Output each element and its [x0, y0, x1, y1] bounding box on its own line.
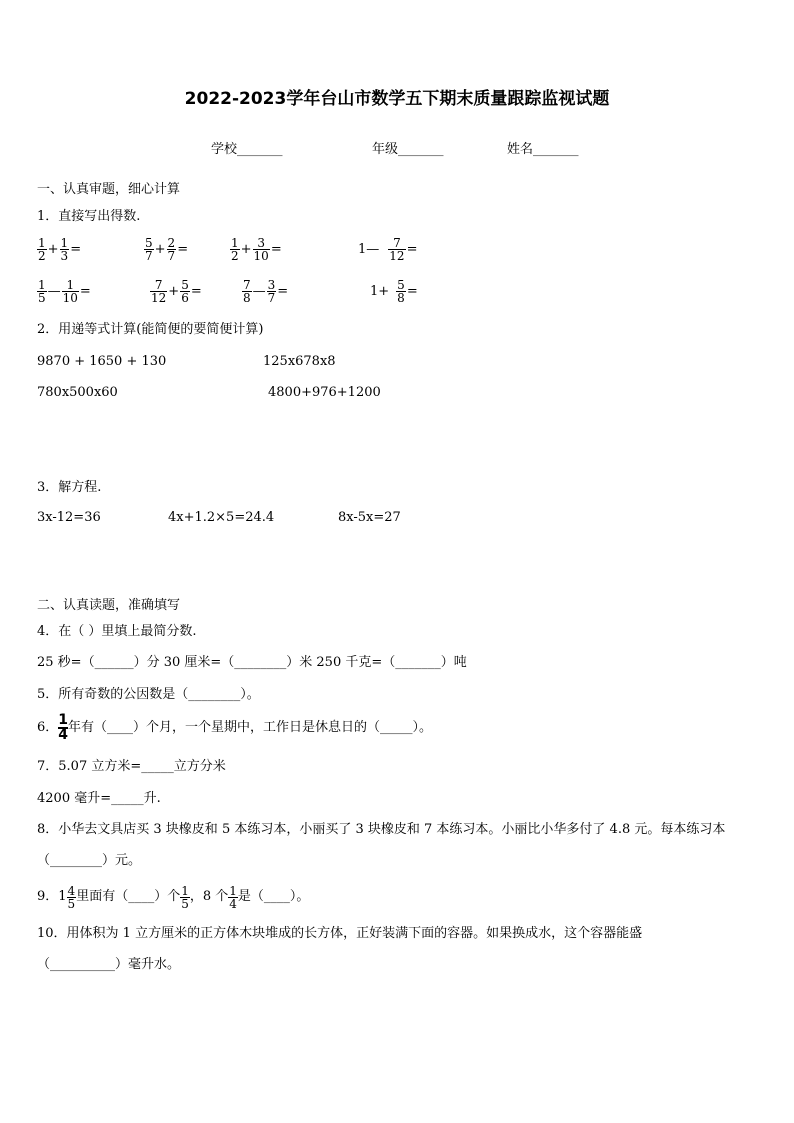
fraction: $\frac{1}{2}$ [38, 236, 46, 263]
question-8-line-1: 8．小华去文具店买 3 块橡皮和 5 本练习本，小丽买了 3 块橡皮和 7 本练习本。小丽比小华多付了 4.8 元。每本练习本 [37, 822, 726, 837]
fraction: $\frac{1}{2}$ [231, 236, 239, 263]
fraction: $\frac{7}{12}$ [151, 278, 167, 305]
q3-equation-3: 8x-5x=27 [338, 510, 401, 525]
name-field: 姓名_______ [507, 142, 579, 157]
question-3-label: 3．解方程. [37, 480, 102, 495]
q2-expression-2: 125x678x8 [263, 354, 336, 369]
q1-item-8: 1+ $\frac{5}{8}$ = [370, 278, 418, 305]
question-4-line: 25 秒=（______）分 30 厘米=（________）米 250 千克=（_______）吨 [37, 655, 467, 670]
fraction: $\frac{2}{7}$ [167, 236, 176, 263]
fraction: $\frac{1}{5}$ [181, 883, 189, 911]
question-8-line-2: （________）元。 [37, 853, 142, 868]
fraction: $\frac{5}{6}$ [181, 278, 189, 305]
fraction: $\frac{7}{12}$ [389, 236, 405, 263]
question-5: 5．所有奇数的公因数是（________）。 [37, 687, 260, 702]
section-2-heading: 二、认真读题，准确填写 [37, 598, 181, 613]
school-field: 学校_______ [211, 142, 283, 157]
question-1-label: 1．直接写出得数. [37, 209, 141, 224]
question-6: 6． $\frac{1}{4}$ 年有（____）个月，一个星期中，工作日是休息日的（_____）。 [37, 712, 433, 743]
question-10-line-2: （__________）毫升水。 [37, 957, 181, 972]
question-9: 9．1 $\frac{4}{5}$ 里面有（____）个 $\frac{1}{5}$ ，8 个 $\frac{1}{4}$ 是（____）。 [37, 883, 310, 911]
question-2-label: 2．用递等式计算(能简便的要简便计算) [37, 322, 264, 337]
fraction: $\frac{1}{5}$ [38, 278, 46, 305]
q1-item-5: $\frac{1}{5}$ — $\frac{1}{10}$ = [38, 278, 91, 305]
q1-item-2: $\frac{5}{7}$ + $\frac{2}{7}$ = [145, 236, 189, 263]
fraction: $\frac{7}{8}$ [243, 278, 251, 305]
q2-expression-1: 9870 + 1650 + 130 [37, 354, 167, 369]
question-7-line-2: 4200 毫升=_____升. [37, 791, 161, 806]
question-4-label: 4．在（ ）里填上最简分数. [37, 624, 197, 639]
q1-item-7: $\frac{7}{8}$ — $\frac{3}{7}$ = [243, 278, 289, 305]
fraction: $\frac{5}{7}$ [145, 236, 153, 263]
q1-item-6: $\frac{7}{12}$ + $\frac{5}{6}$ = [151, 278, 202, 305]
q2-expression-4: 4800+976+1200 [268, 385, 381, 400]
q3-equation-2: 4x+1.2×5=24.4 [168, 510, 275, 525]
fraction-one-quarter: $\frac{1}{4}$ [58, 712, 69, 743]
grade-field: 年级_______ [372, 142, 444, 157]
fraction: $\frac{3}{7}$ [267, 278, 276, 305]
fraction: $\frac{5}{8}$ [397, 278, 405, 305]
q1-item-4: 1— $\frac{7}{12}$ = [358, 236, 418, 263]
page-title: 2022-2023学年台山市数学五下期末质量跟踪监视试题 [184, 89, 610, 109]
q1-item-1: $\frac{1}{2}$ + $\frac{1}{3}$ = [38, 236, 82, 263]
q2-expression-3: 780x500x60 [37, 385, 118, 400]
question-7-line-1: 7．5.07 立方米=_____立方分米 [37, 759, 226, 774]
fraction: $\frac{1}{10}$ [62, 278, 78, 305]
fraction: $\frac{3}{10}$ [253, 236, 269, 263]
section-1-heading: 一、认真审题，细心计算 [37, 182, 181, 197]
fraction: $\frac{1}{4}$ [229, 883, 237, 911]
fraction: $\frac{1}{3}$ [60, 236, 69, 263]
q1-item-3: $\frac{1}{2}$ + $\frac{3}{10}$ = [231, 236, 282, 263]
fraction: $\frac{4}{5}$ [67, 883, 76, 911]
question-10-line-1: 10．用体积为 1 立方厘米的正方体木块堆成的长方体，正好装满下面的容器。如果换成水，这个容器能盛 [37, 926, 643, 941]
q3-equation-1: 3x-12=36 [37, 510, 101, 525]
